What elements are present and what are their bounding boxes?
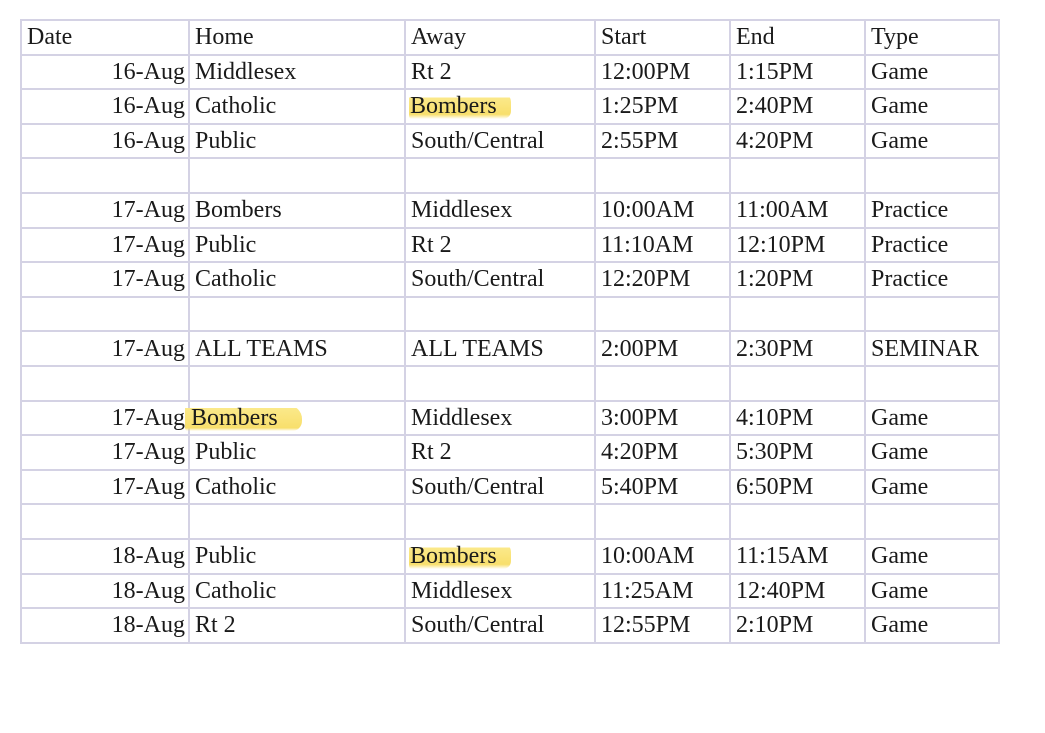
header-away: Away bbox=[405, 20, 595, 55]
cell-home: Public bbox=[189, 228, 405, 263]
cell-away: Rt 2 bbox=[405, 228, 595, 263]
cell-away: Rt 2 bbox=[405, 55, 595, 90]
cell-end: 12:40PM bbox=[730, 574, 865, 609]
cell-start: 2:55PM bbox=[595, 124, 730, 159]
cell-home bbox=[189, 504, 405, 539]
cell-start bbox=[595, 297, 730, 332]
cell-away bbox=[405, 89, 595, 124]
cell-home bbox=[189, 297, 405, 332]
cell-date: 17-Aug bbox=[21, 331, 189, 366]
cell-start: 12:20PM bbox=[595, 262, 730, 297]
highlighted-team: Bombers bbox=[409, 93, 511, 119]
cell-date: 18-Aug bbox=[21, 608, 189, 643]
cell-away bbox=[405, 539, 595, 574]
cell-type bbox=[865, 158, 999, 193]
table-row bbox=[21, 89, 999, 124]
cell-type: Game bbox=[865, 435, 999, 470]
cell-home: ALL TEAMS bbox=[189, 331, 405, 366]
header-type: Type bbox=[865, 20, 999, 55]
cell-away bbox=[405, 366, 595, 401]
table-row bbox=[21, 228, 999, 263]
cell-type: Game bbox=[865, 470, 999, 505]
cell-type: Game bbox=[865, 55, 999, 90]
highlighted-team: Bombers bbox=[185, 405, 302, 431]
header-row bbox=[21, 20, 999, 55]
cell-end: 4:10PM bbox=[730, 401, 865, 436]
cell-start: 12:00PM bbox=[595, 55, 730, 90]
cell-date bbox=[21, 504, 189, 539]
cell-away: Middlesex bbox=[405, 401, 595, 436]
cell-away bbox=[405, 504, 595, 539]
cell-start: 12:55PM bbox=[595, 608, 730, 643]
cell-home: Catholic bbox=[189, 262, 405, 297]
schedule-table bbox=[20, 19, 1000, 644]
cell-start: 5:40PM bbox=[595, 470, 730, 505]
cell-end bbox=[730, 158, 865, 193]
spacer-row bbox=[21, 297, 999, 332]
table-row bbox=[21, 470, 999, 505]
cell-date: 17-Aug bbox=[21, 262, 189, 297]
cell-home: Rt 2 bbox=[189, 608, 405, 643]
cell-away: South/Central bbox=[405, 608, 595, 643]
cell-home: Public bbox=[189, 435, 405, 470]
cell-home bbox=[189, 401, 405, 436]
cell-date: 16-Aug bbox=[21, 124, 189, 159]
cell-type bbox=[865, 366, 999, 401]
cell-end: 11:00AM bbox=[730, 193, 865, 228]
cell-start: 3:00PM bbox=[595, 401, 730, 436]
spacer-row bbox=[21, 366, 999, 401]
cell-type: Game bbox=[865, 124, 999, 159]
cell-start: 4:20PM bbox=[595, 435, 730, 470]
cell-home: Catholic bbox=[189, 470, 405, 505]
cell-home: Public bbox=[189, 539, 405, 574]
cell-type: Practice bbox=[865, 262, 999, 297]
cell-start bbox=[595, 366, 730, 401]
table-row bbox=[21, 262, 999, 297]
cell-type: Practice bbox=[865, 228, 999, 263]
table-row bbox=[21, 55, 999, 90]
cell-end: 2:30PM bbox=[730, 331, 865, 366]
cell-date bbox=[21, 366, 189, 401]
cell-end: 2:40PM bbox=[730, 89, 865, 124]
cell-start: 11:25AM bbox=[595, 574, 730, 609]
cell-start bbox=[595, 158, 730, 193]
table-row bbox=[21, 539, 999, 574]
cell-type: Game bbox=[865, 89, 999, 124]
cell-start bbox=[595, 504, 730, 539]
cell-start: 11:10AM bbox=[595, 228, 730, 263]
cell-type bbox=[865, 504, 999, 539]
cell-home bbox=[189, 158, 405, 193]
cell-away: Middlesex bbox=[405, 574, 595, 609]
cell-end: 11:15AM bbox=[730, 539, 865, 574]
cell-end: 1:20PM bbox=[730, 262, 865, 297]
cell-home bbox=[189, 366, 405, 401]
cell-home: Bombers bbox=[189, 193, 405, 228]
cell-away: South/Central bbox=[405, 470, 595, 505]
cell-type: SEMINAR bbox=[865, 331, 999, 366]
header-home: Home bbox=[189, 20, 405, 55]
cell-end bbox=[730, 366, 865, 401]
cell-end: 5:30PM bbox=[730, 435, 865, 470]
cell-start: 10:00AM bbox=[595, 539, 730, 574]
cell-date bbox=[21, 297, 189, 332]
cell-date: 18-Aug bbox=[21, 539, 189, 574]
cell-type: Practice bbox=[865, 193, 999, 228]
cell-start: 10:00AM bbox=[595, 193, 730, 228]
cell-date: 17-Aug bbox=[21, 435, 189, 470]
cell-type bbox=[865, 297, 999, 332]
header-start: Start bbox=[595, 20, 730, 55]
cell-end bbox=[730, 504, 865, 539]
cell-end bbox=[730, 297, 865, 332]
cell-type: Game bbox=[865, 539, 999, 574]
cell-away: South/Central bbox=[405, 124, 595, 159]
cell-type: Game bbox=[865, 608, 999, 643]
table-row bbox=[21, 331, 999, 366]
table-row bbox=[21, 193, 999, 228]
cell-home: Catholic bbox=[189, 574, 405, 609]
cell-end: 6:50PM bbox=[730, 470, 865, 505]
table-row bbox=[21, 574, 999, 609]
cell-home: Public bbox=[189, 124, 405, 159]
cell-end: 4:20PM bbox=[730, 124, 865, 159]
cell-end: 2:10PM bbox=[730, 608, 865, 643]
cell-date: 17-Aug bbox=[21, 401, 189, 436]
cell-date: 18-Aug bbox=[21, 574, 189, 609]
spacer-row bbox=[21, 158, 999, 193]
cell-date bbox=[21, 158, 189, 193]
cell-type: Game bbox=[865, 401, 999, 436]
header-end: End bbox=[730, 20, 865, 55]
table-row bbox=[21, 608, 999, 643]
cell-home: Catholic bbox=[189, 89, 405, 124]
header-date: Date bbox=[21, 20, 189, 55]
cell-date: 16-Aug bbox=[21, 55, 189, 90]
cell-away: Middlesex bbox=[405, 193, 595, 228]
cell-date: 17-Aug bbox=[21, 193, 189, 228]
table-row bbox=[21, 124, 999, 159]
cell-date: 17-Aug bbox=[21, 470, 189, 505]
cell-date: 16-Aug bbox=[21, 89, 189, 124]
cell-away: Rt 2 bbox=[405, 435, 595, 470]
cell-end: 1:15PM bbox=[730, 55, 865, 90]
cell-date: 17-Aug bbox=[21, 228, 189, 263]
highlighted-team: Bombers bbox=[409, 543, 511, 569]
table-row bbox=[21, 401, 999, 436]
cell-end: 12:10PM bbox=[730, 228, 865, 263]
cell-away: ALL TEAMS bbox=[405, 331, 595, 366]
cell-away bbox=[405, 158, 595, 193]
cell-start: 2:00PM bbox=[595, 331, 730, 366]
table-row bbox=[21, 435, 999, 470]
cell-away bbox=[405, 297, 595, 332]
cell-home: Middlesex bbox=[189, 55, 405, 90]
cell-start: 1:25PM bbox=[595, 89, 730, 124]
cell-type: Game bbox=[865, 574, 999, 609]
spacer-row bbox=[21, 504, 999, 539]
cell-away: South/Central bbox=[405, 262, 595, 297]
